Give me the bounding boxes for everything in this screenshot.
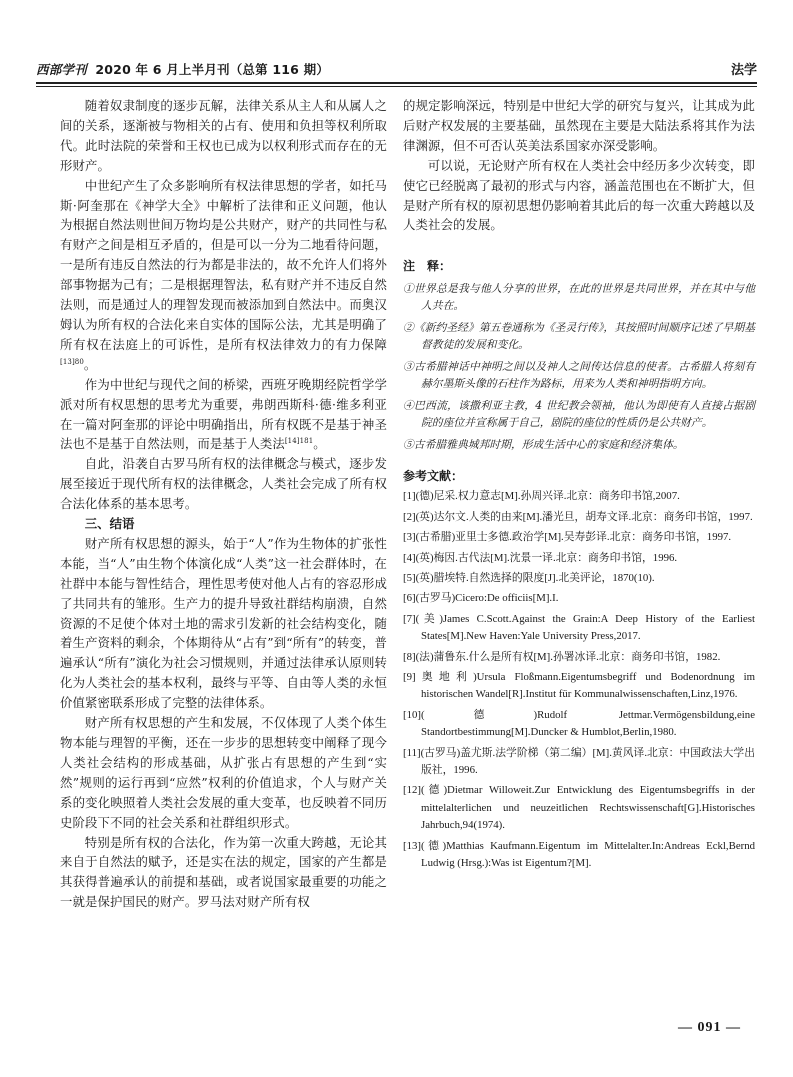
references-list xyxy=(403,488,755,872)
reference-item: [3](古希腊)亚里士多德.政治学[M].吴寿彭译.北京：商务印书馆，1997. xyxy=(403,531,732,544)
note-item: ④巴西流，该撒利亚主教，4 世纪教会领袖，他认为即使有人直接占据剧院的座位并宣称属于自己，剧院的座位的性质仍是公共财产。 xyxy=(403,399,755,430)
body-paragraph: 随着奴隶制度的逐步瓦解，法律关系从主人和从属人之间的关系，逐渐被与物相关的占有、使用和负担等权利所取代。此时法院的荣誉和王权也已成为以权利形式而存在的无形财产。 xyxy=(60,98,387,173)
body-paragraph: 财产所有权思想的产生和发展，不仅体现了人类个体生物本能与理智的平衡，还在一步步的思想转变中阐释了现今人类社会结构的形成基础，从扩张占有思想的产生到“实然”规则的运行再到“应然”权利的价值追求，个人与财产关系的变化映照着人类社会发展的重大变革，也反映着不同历史阶段下不同的社会关系和社群组织形式。 xyxy=(60,715,387,830)
section-label: 法学 xyxy=(730,63,757,78)
notes-list xyxy=(403,280,755,453)
journal-issue-line xyxy=(36,60,329,78)
notes-heading: 注 释： xyxy=(403,259,452,274)
right-body-text xyxy=(403,96,755,235)
reference-item: [5](英)腊埃特.自然选择的限度[J].北美评论，1870(10). xyxy=(403,571,655,584)
citation-superscript: [13]80 xyxy=(60,357,84,366)
reference-item: [6](古罗马)Cicero:De officiis[M].I. xyxy=(403,592,559,605)
header-rule-thin xyxy=(36,86,757,87)
body-paragraph: 中世纪产生了众多影响所有权法律思想的学者，如托马斯·阿奎那在《神学大全》中解析了法律和正义问题，他认为根据自然法则世间万物均是公共财产，财产的共同性与私有财产之间是相互矛盾的，但是可以一分为二地看待问题，一是所有违反自然法的行为都是非法的，故不允许人们将外部事物据为己有；二是根据理智法，私有财产并不违反自然法则，而是通过人的理智发现而被添加到自然法中。而奥汉姆认为所有权的合法化来自实体的国际公法，尤其是明确了所有权在法庭上的可诉性，是所有权法律效力的有力保障$^{[13]80}$。 xyxy=(60,177,387,372)
right-column xyxy=(403,96,755,875)
reference-item: [10](德)Rudolf Jettmar.Vermögensbildung,eine Standortbestimmung[M].Duncker & Humblot,Berlin,1980. xyxy=(403,708,755,739)
reference-item: [9]奥地利)Ursula Floßmann.Eigentumsbegriff und Bodenordnung im historischen Wandel[R].Institut für Kommunalwissenschaften,Linz,1976. xyxy=(403,671,755,701)
page-number: — 091 — xyxy=(678,1020,741,1035)
running-header xyxy=(36,56,757,82)
note-item: ③古希腊神话中神明之间以及神人之间传达信息的使者。古希腊人将刻有赫尔墨斯头像的石柱作为路标，用来为人类和神明指明方向。 xyxy=(403,360,755,391)
note-item: ⑤古希腊雅典城邦时期，形成生活中心的家庭和经济集体。 xyxy=(403,438,684,452)
reference-item: [2](英)达尔文.人类的由来[M].潘光旦，胡寿文译.北京：商务印书馆，1997. xyxy=(403,510,753,523)
section-heading: 三、结语 xyxy=(84,516,135,532)
reference-item: [1](德)尼采.权力意志[M].孙周兴译.北京：商务印书馆,2007. xyxy=(403,490,680,503)
reference-item: [12](德)Dietmar Willoweit.Zur Entwicklung des Eigentumsbegriffs in der mittelalterlichen und neuzeitlichen Rechtswissenschaft[G].Historisches Jahrbuch,94(1974). xyxy=(403,784,755,832)
reference-item: [13](德)Matthias Kaufmann.Eigentum im Mittelalter.In:Andreas Eckl,Bernd Ludwig (Hrsg.):Was ist Eigentum?[M]. xyxy=(403,839,755,870)
note-item: ①世界总是我与他人分享的世界，在此的世界是共同世界，并在其中与他人共在。 xyxy=(403,282,755,313)
journal-logo: 西部学刊 xyxy=(36,62,87,77)
reference-item: [8](法)蒲鲁东.什么是所有权[M].孙署冰译.北京：商务印书馆，1982. xyxy=(403,650,721,663)
issue-info: 2020 年 6 月上半月刊（总第 116 期） xyxy=(95,62,330,77)
body-paragraph: 作为中世纪与现代之间的桥梁，西班牙晚期经院哲学学派对所有权思想的思考尤为重要，弗朗西斯科·德·维多利亚在一篇对阿奎那的评论中明确指出，所有权既不是基于神圣法也不是基于自然法则，而是基于人类法$^{[14]181}$。 xyxy=(60,376,387,452)
body-paragraph: 的规定影响深远，特别是中世纪大学的研究与复兴，让其成为此后财产权发展的主要基础，虽然现在主要是大陆法系将其作为法律渊源，但不可否认英美法系国家亦深受影响。 xyxy=(403,98,755,153)
citation-superscript: [14]181 xyxy=(284,437,314,446)
body-paragraph: 财产所有权思想的源头，始于“人”作为生物体的扩张性本能，当“人”由生物个体演化成“人类”这一社会群体时，在社群中本能与智性结合，理性思考使对他人占有的容忍形成了共同共有的雏形。生产力的提升导致社群结构崩溃，自然资源的不足使个体对土地的需求引发新的社会结构变化，随着生产资料的剩余，个体期待从“占有”到“所有”的转变，普遍承认“所有”演化为社会习惯规则，并通过法律承认原则转化为人类社会的基本权利，最终与平等、自由等人类的永恒价值紧密联系形成了完整的法律体系。 xyxy=(60,535,387,711)
reference-item: [4](英)梅因.古代法[M].沈景一译.北京：商务印书馆，1996. xyxy=(403,551,678,564)
body-paragraph: 特别是所有权的合法化，作为第一次重大跨越，无论其来自于自然法的赋予，还是实在法的规定，国家的产生都是其获得普遍承认的前提和基础，或者说国家最重要的功能之一就是保护国民的财产。罗马法对财产所有权 xyxy=(60,834,387,910)
note-item: ②《新约圣经》第五卷通称为《圣灵行传》，其按照时间顺序记述了早期基督教徒的发展和变化。 xyxy=(403,321,755,352)
body-paragraph: 自此，沿袭自古罗马所有权的法律概念与模式，逐步发展至接近于现代所有权的法律概念，人类社会完成了所有权合法化体系的基本思考。 xyxy=(60,456,387,512)
reference-item: [11](古罗马)盖尤斯.法学阶梯（第二编）[M].黄风译.北京：中国政法大学出版社，1996. xyxy=(403,746,755,777)
body-paragraph: 可以说，无论财产所有权在人类社会中经历多少次转变，即使它已经脱离了最初的形式与内容，涵盖范围也在不断扩大，但是财产所有权的原初思想仍影响着其此后的每一次重大跨越以及人类社会的发展。 xyxy=(403,157,755,233)
header-rule-thick xyxy=(36,82,757,84)
reference-item: [7](美)James C.Scott.Against the Grain:A Deep History of the Earliest States[M].New Haven:Yale University Press,2017. xyxy=(403,612,755,643)
references-heading: 参考文献： xyxy=(403,469,464,484)
left-column xyxy=(60,96,387,912)
